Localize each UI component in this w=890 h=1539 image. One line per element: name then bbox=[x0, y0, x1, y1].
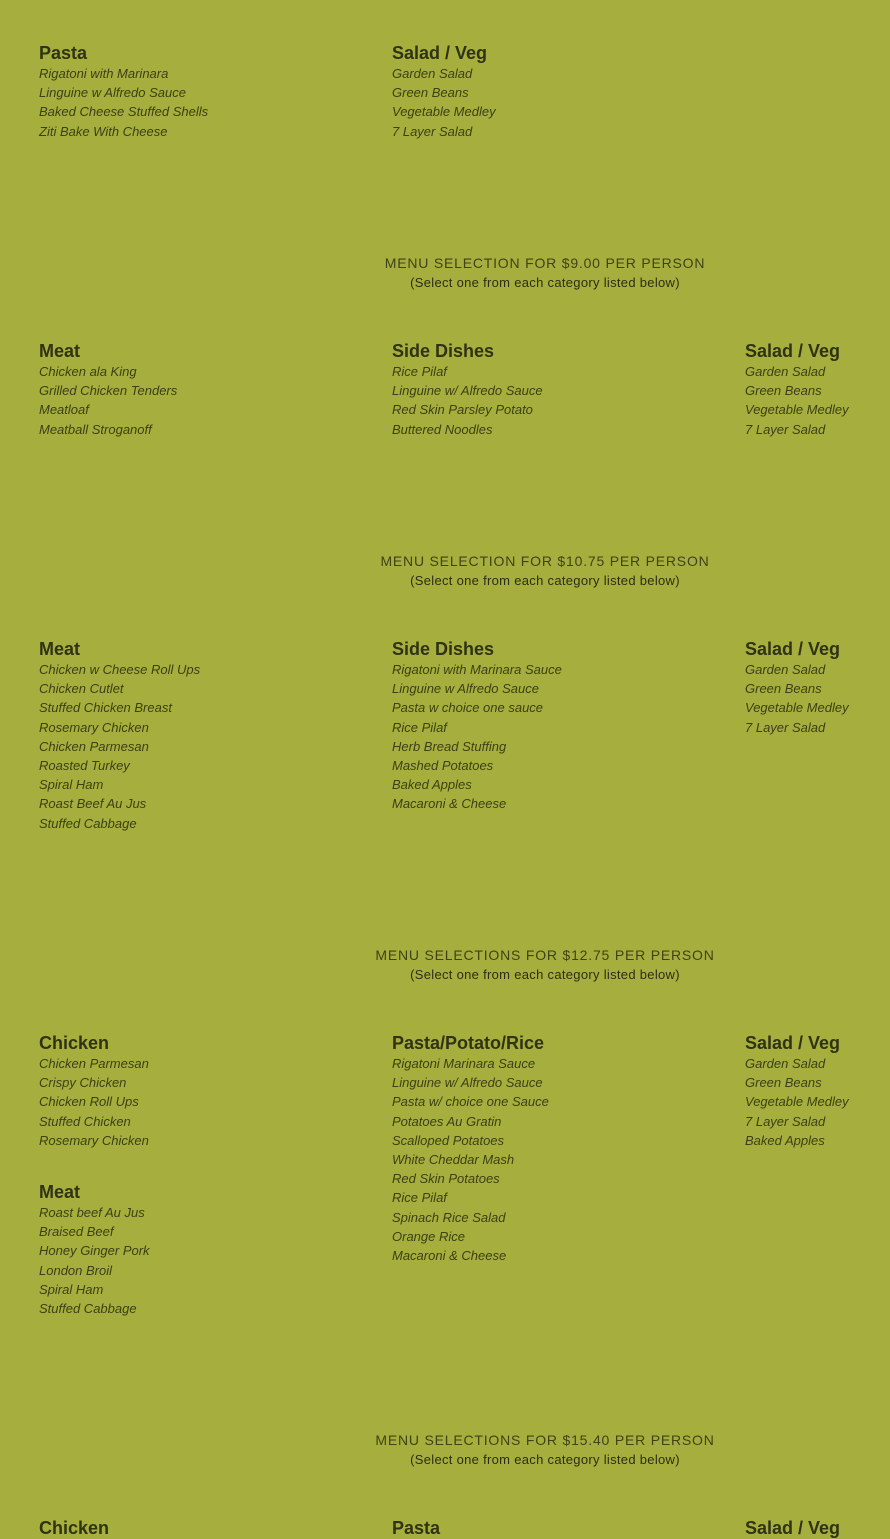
category-items bbox=[392, 1054, 722, 1265]
menu-category bbox=[745, 1032, 885, 1150]
category-title: Side Dishes bbox=[392, 639, 495, 659]
menu-category bbox=[745, 638, 885, 737]
menu-item: Chicken Parmesan bbox=[39, 1056, 149, 1071]
category-title: Meat bbox=[39, 639, 81, 659]
category-items bbox=[39, 64, 369, 141]
menu-item: Green Beans bbox=[392, 85, 469, 101]
menu-item: Meatloaf bbox=[39, 402, 89, 418]
menu-item: Roast beef Au Jus bbox=[39, 1205, 145, 1220]
category-title: Pasta/Potato/Rice bbox=[392, 1033, 545, 1053]
category-title: Salad / Veg bbox=[745, 341, 841, 361]
menu-item: Chicken Roll Ups bbox=[39, 1094, 139, 1110]
category-items bbox=[39, 660, 369, 833]
menu-item: 7 Layer Salad bbox=[392, 123, 473, 139]
category-items bbox=[745, 660, 885, 737]
menu-item: Green Beans bbox=[745, 681, 822, 697]
category-title: Meat bbox=[39, 341, 81, 361]
menu-item: 7 Layer Salad bbox=[745, 1113, 826, 1129]
menu-item: Stuffed Chicken bbox=[39, 1113, 131, 1129]
menu-price-heading bbox=[360, 253, 730, 293]
menu-item: Potatoes Au Gratin bbox=[392, 1113, 502, 1129]
menu-item: White Cheddar Mash bbox=[392, 1151, 515, 1167]
menu-item: Pasta w choice one sauce bbox=[392, 700, 544, 716]
menu-item: Chicken ala King bbox=[39, 364, 137, 379]
category-title: Side Dishes bbox=[392, 341, 495, 361]
menu-item: Rice Pilaf bbox=[392, 719, 447, 735]
menu-price-subtitle: (Select one from each category listed below) bbox=[410, 1452, 680, 1467]
menu-item: Linguine w/ Alfredo Sauce bbox=[392, 383, 543, 399]
menu-item: Chicken Cutlet bbox=[39, 681, 124, 697]
menu-item: Rigatoni with Marinara bbox=[39, 66, 169, 81]
menu-item: Stuffed Cabbage bbox=[39, 1300, 137, 1316]
menu-item: Buttered Noodles bbox=[392, 421, 493, 437]
category-title: Salad / Veg bbox=[745, 1033, 841, 1053]
menu-item: Red Skin Parsley Potato bbox=[392, 402, 533, 418]
menu-item: Linguine w Alfredo Sauce bbox=[39, 85, 186, 101]
menu-item: Green Beans bbox=[745, 1075, 822, 1091]
category-items bbox=[39, 1203, 369, 1318]
category-items bbox=[392, 660, 722, 814]
category-title: Pasta bbox=[392, 1518, 441, 1538]
menu-item: 7 Layer Salad bbox=[745, 421, 826, 437]
menu-item: Baked Cheese Stuffed Shells bbox=[39, 104, 209, 120]
menu-item: Roasted Turkey bbox=[39, 757, 130, 773]
menu-category bbox=[39, 340, 369, 439]
menu-item: Rice Pilaf bbox=[392, 364, 447, 379]
menu-price-heading bbox=[360, 1430, 730, 1470]
menu-item: Rigatoni Marinara Sauce bbox=[392, 1056, 536, 1071]
menu-item: Macaroni & Cheese bbox=[392, 1247, 507, 1263]
menu-price-subtitle: (Select one from each category listed below) bbox=[410, 573, 680, 588]
menu-category bbox=[392, 638, 722, 814]
menu-price-subtitle: (Select one from each category listed below) bbox=[410, 967, 680, 982]
category-title: Chicken bbox=[39, 1518, 110, 1538]
category-title: Meat bbox=[39, 1182, 81, 1202]
menu-category bbox=[39, 42, 369, 141]
category-items bbox=[745, 362, 885, 439]
menu-item: Mashed Potatoes bbox=[392, 757, 494, 773]
category-items bbox=[392, 64, 722, 141]
category-title: Salad / Veg bbox=[745, 639, 841, 659]
category-title: Salad / Veg bbox=[392, 43, 488, 63]
menu-item: Garden Salad bbox=[745, 662, 826, 677]
menu-item: Linguine w Alfredo Sauce bbox=[392, 681, 539, 697]
category-items bbox=[392, 362, 722, 439]
menu-item: Vegetable Medley bbox=[745, 1094, 849, 1110]
category-items bbox=[745, 1054, 885, 1150]
menu-item: Baked Apples bbox=[392, 777, 472, 793]
menu-category bbox=[745, 1517, 885, 1539]
menu-item: Rigatoni with Marinara Sauce bbox=[392, 662, 562, 677]
menu-category bbox=[392, 340, 722, 439]
menu-item: 7 Layer Salad bbox=[745, 719, 826, 735]
menu-item: Linguine w/ Alfredo Sauce bbox=[392, 1075, 543, 1091]
menu-price-heading bbox=[360, 551, 730, 591]
menu-price-title: MENU SELECTIONS FOR $12.75 PER PERSON bbox=[375, 947, 715, 963]
menu-price-subtitle: (Select one from each category listed below) bbox=[410, 275, 680, 290]
menu-item: Meatball Stroganoff bbox=[39, 421, 152, 437]
menu-item: Baked Apples bbox=[745, 1132, 825, 1148]
menu-item: Grilled Chicken Tenders bbox=[39, 383, 178, 399]
menu-price-title: MENU SELECTIONS FOR $15.40 PER PERSON bbox=[375, 1432, 715, 1448]
menu-item: Vegetable Medley bbox=[745, 402, 849, 418]
menu-item: Stuffed Chicken Breast bbox=[39, 700, 172, 716]
menu-item: Scalloped Potatoes bbox=[392, 1132, 505, 1148]
menu-item: Garden Salad bbox=[392, 66, 473, 81]
menu-item: Macaroni & Cheese bbox=[392, 796, 507, 812]
category-title: Pasta bbox=[39, 43, 88, 63]
menu-item: Honey Ginger Pork bbox=[39, 1243, 150, 1259]
menu-item: Rice Pilaf bbox=[392, 1190, 447, 1206]
menu-category bbox=[39, 1517, 369, 1539]
category-items bbox=[39, 362, 369, 439]
menu-item: Stuffed Cabbage bbox=[39, 815, 137, 831]
menu-item: Spiral Ham bbox=[39, 1281, 104, 1297]
menu-price-heading bbox=[360, 945, 730, 985]
menu-item: Vegetable Medley bbox=[745, 700, 849, 716]
menu-item: Herb Bread Stuffing bbox=[392, 738, 507, 754]
menu-item: Garden Salad bbox=[745, 1056, 826, 1071]
menu-item: Garden Salad bbox=[745, 364, 826, 379]
menu-item: Chicken w Cheese Roll Ups bbox=[39, 662, 201, 677]
menu-category bbox=[39, 1181, 369, 1318]
menu-price-title: MENU SELECTION FOR $9.00 PER PERSON bbox=[384, 255, 706, 271]
menu-item: Rosemary Chicken bbox=[39, 719, 149, 735]
menu-category bbox=[39, 638, 369, 833]
menu-item: Rosemary Chicken bbox=[39, 1132, 149, 1148]
menu-category bbox=[392, 1032, 722, 1265]
menu-item: Green Beans bbox=[745, 383, 822, 399]
category-title: Salad / Veg bbox=[745, 1518, 841, 1538]
category-title: Chicken bbox=[39, 1033, 110, 1053]
menu-item: Orange Rice bbox=[392, 1228, 465, 1244]
menu-item: Roast Beef Au Jus bbox=[39, 796, 147, 812]
category-items bbox=[39, 1054, 369, 1150]
menu-item: London Broil bbox=[39, 1262, 112, 1278]
menu-category bbox=[39, 1032, 369, 1150]
menu-item: Red Skin Potatoes bbox=[392, 1171, 500, 1187]
menu-item: Vegetable Medley bbox=[392, 104, 496, 120]
menu-category bbox=[392, 1517, 722, 1539]
menu-category bbox=[745, 340, 885, 439]
menu-item: Ziti Bake With Cheese bbox=[39, 123, 168, 139]
menu-item: Pasta w/ choice one Sauce bbox=[392, 1094, 549, 1110]
menu-item: Spiral Ham bbox=[39, 777, 104, 793]
menu-item: Crispy Chicken bbox=[39, 1075, 127, 1091]
menu-item: Spinach Rice Salad bbox=[392, 1209, 506, 1225]
menu-price-title: MENU SELECTION FOR $10.75 PER PERSON bbox=[380, 553, 710, 569]
menu-item: Chicken Parmesan bbox=[39, 738, 149, 754]
menu-category bbox=[392, 42, 722, 141]
menu-item: Braised Beef bbox=[39, 1224, 114, 1240]
